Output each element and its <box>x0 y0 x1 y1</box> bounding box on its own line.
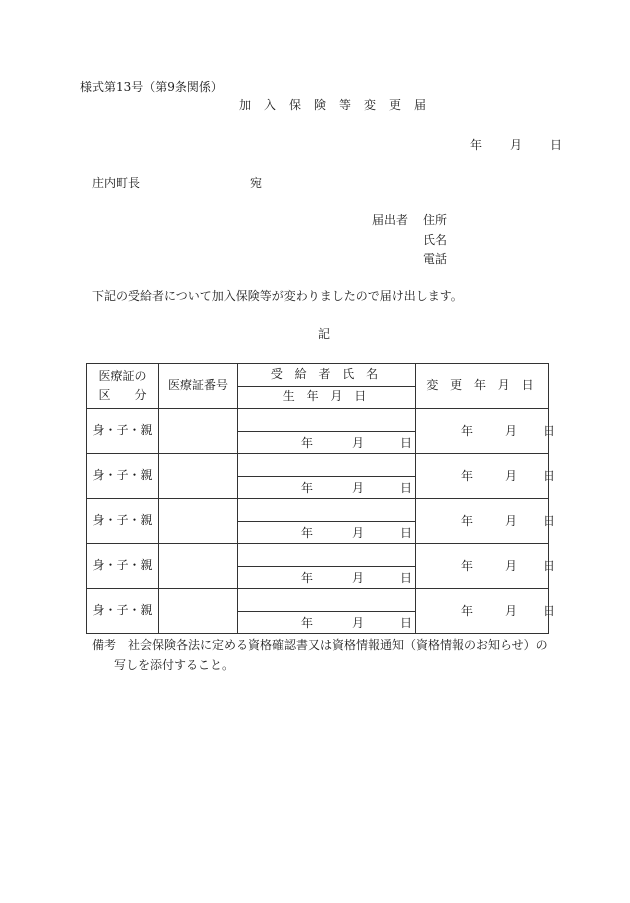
number-header: 医療証番号 <box>159 364 238 409</box>
change-date-cell[interactable] <box>416 454 556 499</box>
table-header-row <box>87 364 549 387</box>
category-header-line1: 医療証の <box>98 368 147 383</box>
relation-category-cell[interactable]: 身・子・親 <box>87 544 159 589</box>
category-header-line2: 区 分 <box>98 387 147 402</box>
document-title: 加入保険等変更届 <box>239 98 440 112</box>
relation-category-cell[interactable]: 身・子・親 <box>87 589 159 634</box>
change-date-day-label: 日 <box>543 424 556 438</box>
addressee-name: 庄内町長 <box>92 176 141 190</box>
change-date-day-label: 日 <box>543 514 556 528</box>
medical-certificate-number-cell[interactable] <box>159 544 238 589</box>
table-row <box>87 454 549 477</box>
table-row <box>87 589 549 612</box>
birth-date-year-label: 年 <box>301 435 314 450</box>
medical-certificate-number-cell[interactable] <box>159 454 238 499</box>
recipient-name-cell[interactable] <box>238 499 416 522</box>
change-date-cell[interactable] <box>416 499 556 544</box>
birth-date-day-label: 日 <box>400 525 413 540</box>
birth-date-month-label: 月 <box>352 615 365 630</box>
change-date-month-label: 月 <box>505 559 518 573</box>
table-row <box>87 499 549 522</box>
applicant-address-label: 住所 <box>423 213 448 227</box>
recipient-name-header: 受 給 者 氏 名 <box>238 364 416 387</box>
change-date-month-label: 月 <box>505 469 518 483</box>
change-date-year-label: 年 <box>461 469 474 483</box>
relation-category-cell[interactable]: 身・子・親 <box>87 454 159 499</box>
recipient-name-cell[interactable] <box>238 544 416 567</box>
birth-date-day-label: 日 <box>400 480 413 495</box>
change-date-day-label: 日 <box>543 559 556 573</box>
birth-date-day-label: 日 <box>400 615 413 630</box>
remarks-line1: 備考 社会保険各法に定める資格確認書又は資格情報通知（資格情報のお知らせ）の <box>92 638 548 652</box>
recipient-name-cell[interactable] <box>238 589 416 612</box>
note-mark: 記 <box>318 327 331 341</box>
birth-date-month-label: 月 <box>352 435 365 450</box>
category-header <box>87 364 159 409</box>
remarks-line2: 写しを添付すること。 <box>114 658 235 672</box>
change-date-month-label: 月 <box>505 604 518 618</box>
change-date-cell[interactable] <box>416 409 556 454</box>
relation-category-cell[interactable]: 身・子・親 <box>87 499 159 544</box>
birth-date-year-label: 年 <box>301 570 314 585</box>
change-date-year-label: 年 <box>461 514 474 528</box>
change-date-year-label: 年 <box>461 604 474 618</box>
change-date-year-label: 年 <box>461 424 474 438</box>
birth-date-day-label: 日 <box>400 570 413 585</box>
birth-date-month-label: 月 <box>352 570 365 585</box>
change-date-month-label: 月 <box>505 514 518 528</box>
change-date-month-label: 月 <box>505 424 518 438</box>
date-day-label: 日 <box>550 138 563 152</box>
recipient-name-cell[interactable] <box>238 409 416 432</box>
change-date-cell[interactable] <box>416 544 556 589</box>
birth-date-month-label: 月 <box>352 480 365 495</box>
birth-date-cell[interactable] <box>238 521 416 544</box>
applicant-label: 届出者 <box>372 213 409 227</box>
submission-date <box>470 139 562 151</box>
addressee-suffix: 宛 <box>250 176 263 190</box>
applicant-phone-label: 電話 <box>423 252 448 266</box>
change-date-year-label: 年 <box>461 559 474 573</box>
medical-certificate-number-cell[interactable] <box>159 409 238 454</box>
change-date-cell[interactable] <box>416 589 556 634</box>
birth-date-cell[interactable] <box>238 476 416 499</box>
table-row <box>87 409 549 432</box>
birth-date-cell[interactable] <box>238 431 416 454</box>
change-date-header: 変 更 年 月 日 <box>416 364 549 409</box>
birth-date-month-label: 月 <box>352 525 365 540</box>
relation-category-cell[interactable]: 身・子・親 <box>87 409 159 454</box>
date-month-label: 月 <box>510 138 523 152</box>
medical-certificate-number-cell[interactable] <box>159 589 238 634</box>
birth-date-cell[interactable] <box>238 566 416 589</box>
applicant-name-label: 氏名 <box>423 233 448 247</box>
date-year-label: 年 <box>470 138 483 152</box>
form-number: 様式第13号（第9条関係） <box>80 80 223 94</box>
birth-date-year-label: 年 <box>301 615 314 630</box>
birth-date-day-label: 日 <box>400 435 413 450</box>
change-table <box>86 363 556 634</box>
body-text: 下記の受給者について加入保険等が変わりましたので届け出します。 <box>92 289 463 303</box>
birth-date-year-label: 年 <box>301 525 314 540</box>
recipient-name-cell[interactable] <box>238 454 416 477</box>
birth-date-cell[interactable] <box>238 611 416 634</box>
change-date-day-label: 日 <box>543 469 556 483</box>
birth-date-year-label: 年 <box>301 480 314 495</box>
table-row <box>87 544 549 567</box>
birth-date-header: 生 年 月 日 <box>238 386 416 409</box>
change-date-day-label: 日 <box>543 604 556 618</box>
medical-certificate-number-cell[interactable] <box>159 499 238 544</box>
